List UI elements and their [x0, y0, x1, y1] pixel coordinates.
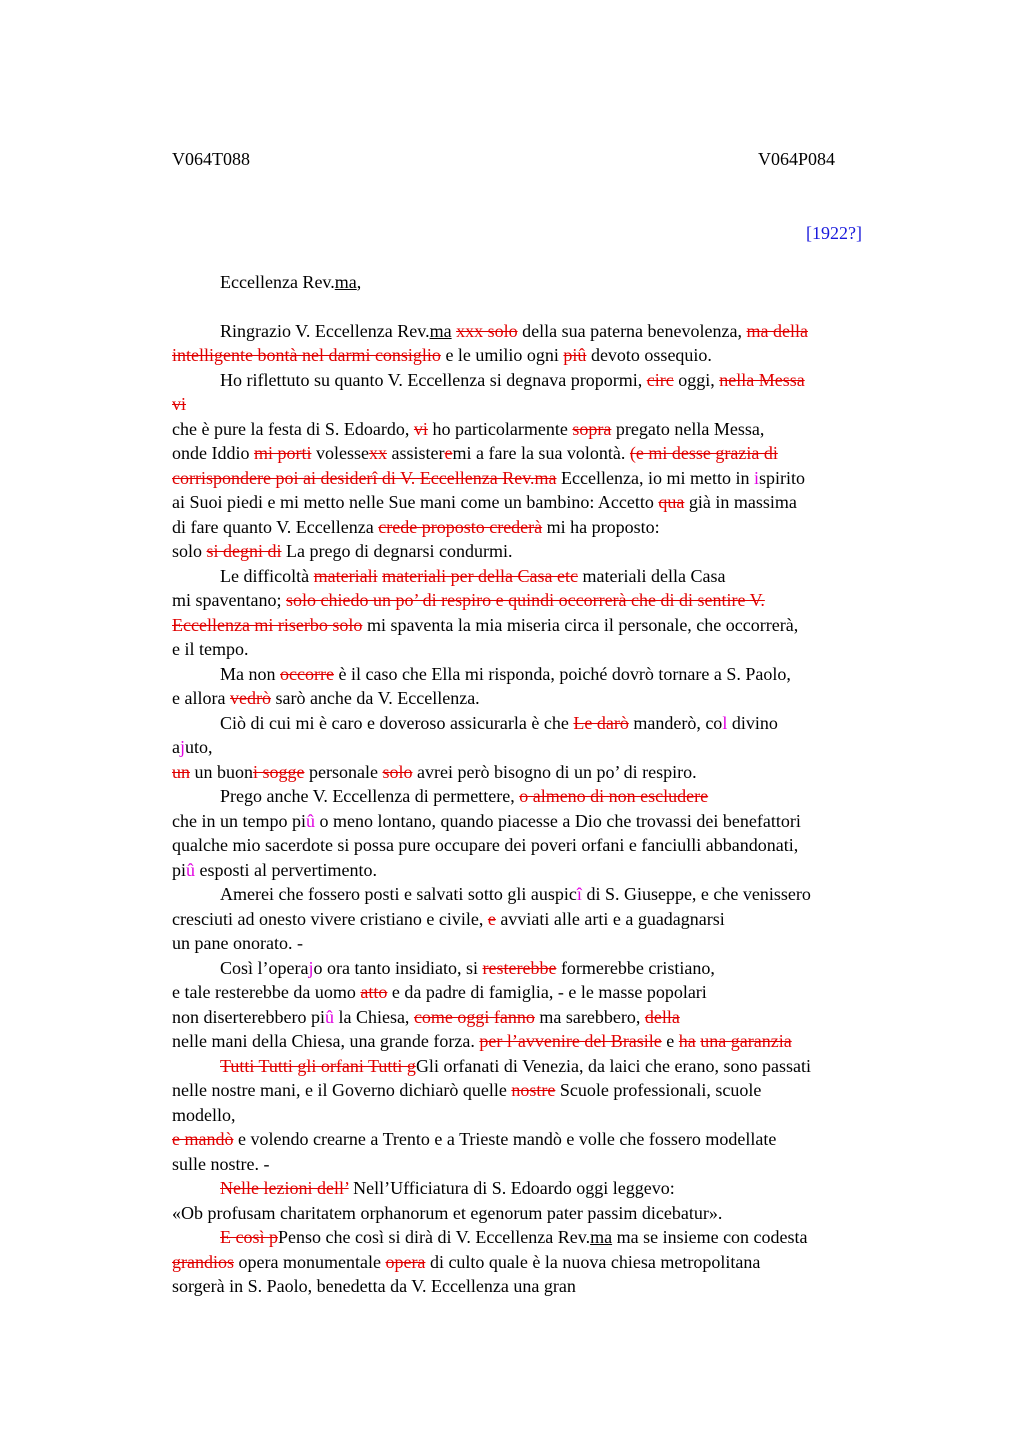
text-segment: mi spaventano; [172, 590, 286, 610]
text-segment: ma sarebbero, [534, 1006, 645, 1027]
underlined-text: ma [590, 1227, 613, 1247]
letter-date: [1922?] [806, 223, 862, 243]
deleted-text: si degni di [206, 541, 282, 561]
inserted-text: û [186, 859, 196, 880]
text-line [172, 662, 912, 687]
text-segment: un pane onorato. - [172, 933, 303, 953]
deleted-text: materiali per della Casa etc [382, 565, 579, 586]
text-segment: nelle nostre mani, e il Governo dichiarò quelle [172, 1080, 512, 1100]
text-segment: della sua paterna benevolenza, [517, 320, 747, 341]
text-segment: ho particolarmente [427, 418, 573, 439]
text-segment: oggi, [673, 369, 720, 390]
document-code-left: V064T088 [172, 149, 250, 169]
text-segment: Eccellenza Rev. [220, 272, 335, 292]
text-segment: La prego di degnarsi condurmi. [281, 541, 513, 561]
inserted-text: l [722, 712, 728, 733]
deleted-text: mi porti [253, 443, 312, 463]
text-segment: ma se insieme con codesta [612, 1227, 808, 1247]
deleted-text: e mandò [172, 1129, 234, 1149]
deleted-text: i sogge [253, 761, 305, 782]
text-segment: già in massima [684, 492, 797, 512]
deleted-text: materiali [313, 565, 378, 586]
text-segment: pi [172, 859, 187, 880]
text-line [172, 1005, 912, 1030]
deleted-text: ma della [746, 320, 808, 341]
text-segment: sulle nostre. - [172, 1153, 270, 1174]
text-segment: Ma non [220, 663, 280, 684]
text-line [172, 319, 912, 344]
text-line [172, 515, 912, 540]
deleted-text: xxx solo [456, 320, 518, 341]
deleted-text: vi [413, 418, 428, 439]
deleted-text: della [644, 1006, 680, 1027]
text-line [172, 1225, 912, 1250]
text-segment: Scuole professionali, scuole [555, 1080, 762, 1100]
text-segment: o meno lontano, quando piacesse a Dio che trovassi dei benefattori [314, 810, 801, 831]
inserted-text: j [308, 957, 314, 978]
text-segment: sorgerà in S. Paolo, benedetta da V. Eccellenza una gran [172, 1276, 576, 1296]
deleted-text: nella Messa [719, 369, 805, 390]
text-line [172, 1250, 912, 1275]
text-segment: di fare quanto V. Eccellenza [172, 516, 379, 537]
deleted-text: occorre [280, 663, 334, 684]
deleted-text: circ [646, 369, 674, 390]
text-segment: non diserterebbero pi [172, 1006, 325, 1027]
text-segment: mi ha proposto: [542, 516, 660, 537]
deleted-text: Nelle lezioni dell’ [220, 1178, 349, 1198]
text-line [172, 368, 912, 393]
text-line [172, 809, 912, 834]
text-segment: personale [304, 761, 383, 782]
text-segment: onde Iddio [172, 443, 254, 463]
letter-paragraphs [172, 319, 912, 1299]
text-segment: modello, [172, 1104, 236, 1125]
salutation [172, 270, 912, 295]
text-segment: devoto ossequio. [586, 345, 712, 365]
text-segment: e da padre di famiglia, - e le masse popolari [387, 982, 707, 1002]
text-segment: e le umilio ogni [440, 345, 564, 365]
deleted-text: crede proposto crederà [378, 516, 543, 537]
text-line [172, 735, 912, 760]
text-line [172, 1152, 912, 1177]
text-segment: un buon [190, 761, 253, 782]
deleted-text: nostre [511, 1080, 556, 1100]
inserted-text: i [753, 467, 759, 488]
letter-body [172, 270, 912, 1299]
text-segment: pregato nella Messa, [611, 418, 765, 439]
text-segment: assister [386, 443, 445, 463]
text-line [172, 1127, 912, 1152]
text-line [172, 343, 912, 368]
text-segment: ai Suoi piedi e mi metto nelle Sue mani come un bambino: Accetto [172, 492, 659, 512]
text-line [172, 1176, 912, 1201]
deleted-text: Eccellenza mi riserbo solo [172, 614, 363, 635]
text-segment: esposti al pervertimento. [195, 859, 377, 880]
deleted-text: e [444, 443, 453, 463]
text-segment: che in un tempo pi [172, 810, 306, 831]
deleted-text: intelligente bontà nel darmi consiglio [172, 345, 441, 365]
text-segment: Così l’opera [220, 957, 309, 978]
text-line [172, 1029, 912, 1054]
inserted-text: û [305, 810, 315, 831]
deleted-text: solo chiedo un po’ di respiro e quindi occorrerà che di di sentire V. [285, 590, 765, 610]
text-segment: uto, [185, 737, 213, 757]
text-segment: avviati alle arti e a guadagnarsi [495, 908, 725, 929]
text-line [172, 784, 912, 809]
deleted-text: piû [563, 345, 587, 365]
text-line [172, 980, 912, 1005]
deleted-text: sopra [572, 418, 612, 439]
text-segment: qualche mio sacerdote si possa pure occupare dei poveri orfani e fanciulli abbandonati, [172, 835, 799, 855]
text-segment: cresciuti ad onesto vivere cristiano e civile, [172, 908, 488, 929]
text-line [172, 760, 912, 785]
deleted-text: vi [172, 394, 187, 414]
text-segment: volesse [311, 443, 369, 463]
deleted-text: una garanzia [700, 1031, 792, 1051]
deleted-text: Le darò [573, 712, 629, 733]
text-segment: Eccellenza, io mi metto in [556, 467, 754, 488]
text-segment: mi a fare la sua volontà. [452, 443, 630, 463]
text-line [172, 1054, 912, 1079]
text-segment: Prego anche V. Eccellenza di permettere, [220, 786, 520, 806]
text-segment: «Ob profusam charitatem orphanorum et egenorum pater passim dicebatur». [172, 1202, 723, 1223]
text-line [172, 613, 912, 638]
text-line [172, 833, 912, 858]
inserted-text: û [324, 1006, 334, 1027]
text-line [172, 588, 912, 613]
text-segment: spirito [758, 467, 805, 488]
document-code-right: V064P084 [758, 149, 836, 169]
deleted-text: vedrò [229, 688, 271, 708]
deleted-text: per l’avvenire del Brasile [479, 1031, 662, 1051]
text-segment: e il tempo. [172, 639, 249, 659]
deleted-text: xx [368, 443, 387, 463]
text-segment: Gli orfanati di Venezia, da laici che erano, sono passati [415, 1055, 811, 1076]
text-segment: a [172, 737, 180, 757]
deleted-text: (e mi desse grazia di [629, 443, 778, 463]
text-segment: , [356, 272, 362, 292]
text-segment: manderò, co [628, 712, 723, 733]
text-segment: Ho riflettuto su quanto V. Eccellenza si degnava propormi, [220, 369, 647, 390]
text-line [172, 417, 912, 442]
text-segment: nelle mani della Chiesa, una grande forza. [172, 1031, 480, 1051]
text-segment: Nell’Ufficiatura di S. Edoardo oggi leggevo: [348, 1178, 675, 1198]
text-line [172, 539, 912, 564]
text-segment: è il caso che Ella mi risponda, poiché dovrò tornare a S. Paolo, [333, 663, 791, 684]
deleted-text: e [487, 908, 496, 929]
deleted-text: atto [360, 982, 388, 1002]
text-segment: e [661, 1031, 679, 1051]
text-line [172, 931, 912, 956]
spacer [172, 295, 912, 319]
text-line [172, 711, 912, 736]
text-line [172, 882, 912, 907]
text-segment: solo [172, 541, 207, 561]
text-line [172, 907, 912, 932]
text-line [172, 686, 912, 711]
text-segment: Le difficoltà [220, 565, 314, 586]
inserted-text: j [180, 737, 186, 757]
text-line [172, 490, 912, 515]
deleted-text: qua [658, 492, 685, 512]
text-segment: opera monumentale [234, 1251, 386, 1272]
text-line [172, 1201, 912, 1226]
deleted-text: un [172, 761, 190, 782]
text-segment: sarò anche da V. Eccellenza. [270, 688, 480, 708]
text-segment: o ora tanto insidiato, si [313, 957, 483, 978]
text-segment: Penso che così si dirà di V. Eccellenza Rev. [278, 1227, 591, 1247]
deleted-text: Tutti Tutti gli orfani Tutti g [220, 1055, 416, 1076]
text-segment: divino [727, 712, 778, 733]
deleted-text: come oggi fanno [413, 1006, 535, 1027]
text-line [172, 564, 912, 589]
text-line [172, 1103, 912, 1128]
deleted-text: ha [678, 1031, 696, 1051]
text-segment: Ciò di cui mi è caro e doveroso assicurarla è che [220, 712, 574, 733]
text-line [172, 1274, 912, 1299]
text-line [172, 637, 912, 662]
inserted-text: î [576, 884, 582, 904]
text-line [172, 392, 912, 417]
text-line [172, 466, 912, 491]
text-segment: Ringrazio V. Eccellenza Rev. [220, 320, 430, 341]
text-segment: di culto quale è la nuova chiesa metropolitana [425, 1251, 761, 1272]
text-line [172, 1078, 912, 1103]
deleted-text: opera [385, 1251, 426, 1272]
text-segment: formerebbe cristiano, [556, 957, 715, 978]
deleted-text: resterebbe [482, 957, 557, 978]
deleted-text: o almeno di non escludere [519, 786, 709, 806]
underlined-text: ma [334, 272, 357, 292]
deleted-text: corrispondere poi ai desiderî di V. Eccellenza Rev.ma [172, 467, 557, 488]
text-segment: Amerei che fossero posti e salvati sotto gli auspic [220, 884, 577, 904]
text-line [172, 956, 912, 981]
text-segment: e volendo crearne a Trento e a Trieste mandò e volle che fossero modellate [233, 1129, 777, 1149]
text-segment: che è pure la festa di S. Edoardo, [172, 418, 414, 439]
deleted-text: E così p [220, 1227, 278, 1247]
underlined-text: ma [429, 320, 452, 341]
text-segment: mi spaventa la mia miseria circa il personale, che occorrerà, [362, 614, 799, 635]
text-segment: e allora [172, 688, 230, 708]
text-segment: di S. Giuseppe, e che venissero [581, 884, 811, 904]
text-line [172, 858, 912, 883]
text-segment: e tale resterebbe da uomo [172, 982, 361, 1002]
text-segment: avrei però bisogno di un po’ di respiro. [412, 761, 697, 782]
text-line [172, 441, 912, 466]
deleted-text: grandios [172, 1251, 234, 1272]
text-segment: la Chiesa, [333, 1006, 414, 1027]
deleted-text: solo [382, 761, 413, 782]
text-segment: materiali della Casa [578, 565, 726, 586]
